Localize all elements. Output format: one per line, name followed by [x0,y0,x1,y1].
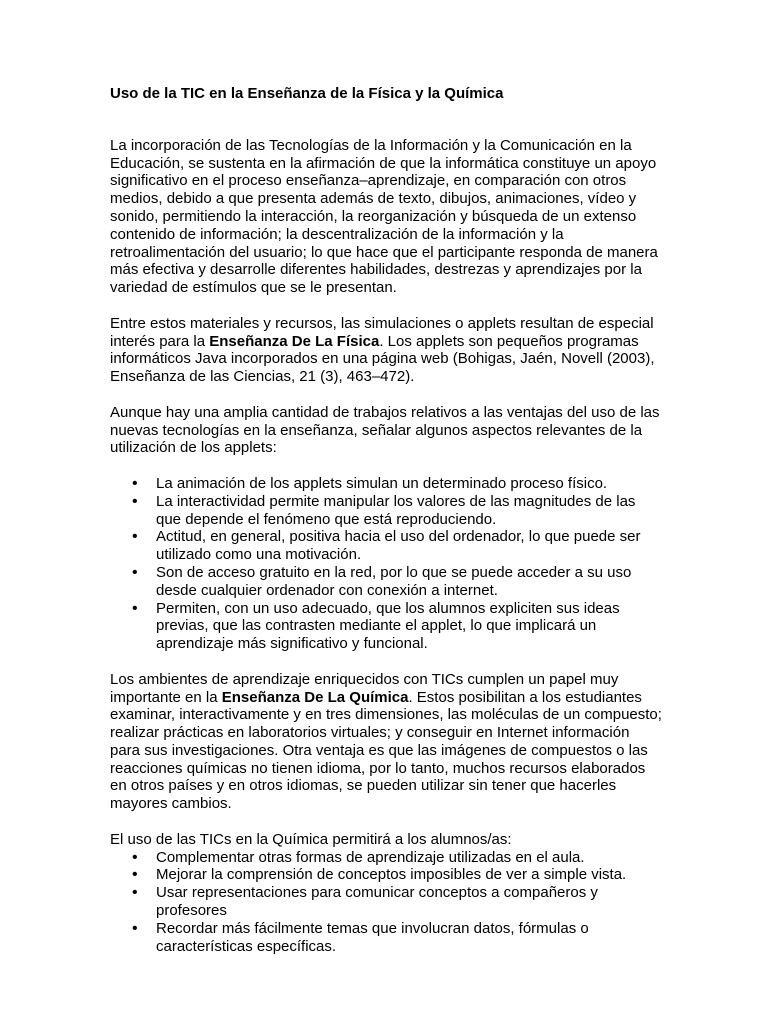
list-item: • La animación de los applets simulan un determinado proceso físico. [156,475,662,493]
list-item: • Actitud, en general, positiva hacia el uso del ordenador, lo que puede ser utilizado como una motivación. [156,528,662,564]
paragraph-applets-intro: Aunque hay una amplia cantidad de trabajos relativos a las ventajas del uso de las nuevas tecnologías en la enseñanza, señalar algunos aspectos relevantes de la utilización de los applets: [110,403,660,457]
physics-teaching-bold-term: Enseñanza De La Física [209,332,380,350]
chemistry-teaching-bold-term: Enseñanza De La Química [221,688,409,706]
paragraph-chemistry-text-end: . Estos posibilitan a los estudiantes examinar, interactivamente y en tres dimensiones, las moléculas de un compuesto; realizar prácticas en laboratorios virtuales; y conseguir en Internet información para sus investigaciones. Otra ventaja es que las imágenes de compuestos o las reacciones químicas no tienen idioma, por lo tanto, muchos recursos elaborados en otros países y en otros idiomas, se pueden utilizar sin tener que hacerles mayores cambios. [110,688,662,813]
list-item: • Permiten, con un uso adecuado, que los alumnos expliciten sus ideas previas, que las contrasten mediante el applet, lo que implicará un aprendizaje más significativo y funcional. [156,600,662,653]
chemistry-benefits-list [110,849,662,956]
document-title: Uso de la TIC en la Enseñanza de la Física y la Química [110,85,504,102]
paragraph-introduction: La incorporación de las Tecnologías de la Información y la Comunicación en la Educación, se sustenta en la afirmación de que la informática constituye un apoyo significativo en el proceso enseñanza–aprendizaje, en comparación con otros medios, debido a que presenta además de texto, dibujos, animaciones, vídeo y sonido, permitiendo la interacción, la reorganización y búsqueda de un extenso contenido de información; la descentralización de la información y la retroalimentación del usuario; lo que hace que el participante responda de manera más efectiva y desarrolle diferentes habilidades, destrezas y aprendizajes por la variedad de estímulos que se le presentan. [110,136,658,297]
applets-advantages-list [110,475,662,653]
paragraph-physics [110,315,662,386]
paragraph-physics-text-start: Entre estos materiales y recursos, las simulaciones o applets resultan de especial interés para la [110,314,654,350]
list-item: • Recordar más fácilmente temas que involucran datos, fórmulas o características específicas. [156,920,662,956]
paragraph-physics-text-end: . Los applets son pequeños programas informáticos Java incorporados en una página web (Bohigas, Jaén, Novell (2003), Enseñanza de las Ciencias, 21 (3), 463–472). [110,332,655,386]
document-page [110,85,662,973]
paragraph-chemistry-benefits-intro: El uso de las TICs en la Química permitirá a los alumnos/as: [110,830,512,848]
paragraph-chemistry-text-start: Los ambientes de aprendizaje enriquecidos con TICs cumplen un papel muy importante en la [110,670,619,706]
list-item: • Mejorar la comprensión de conceptos imposibles de ver a simple vista. [156,866,662,884]
list-item: • Son de acceso gratuito en la red, por lo que se puede acceder a su uso desde cualquier ordenador con conexión a internet. [156,564,662,600]
list-item: • Complementar otras formas de aprendizaje utilizadas en el aula. [156,849,662,867]
list-item: • Usar representaciones para comunicar conceptos a compañeros y profesores [156,884,662,920]
list-item: • La interactividad permite manipular los valores de las magnitudes de las que depende el fenómeno que está reproduciendo. [156,493,662,529]
paragraph-chemistry [110,671,662,813]
